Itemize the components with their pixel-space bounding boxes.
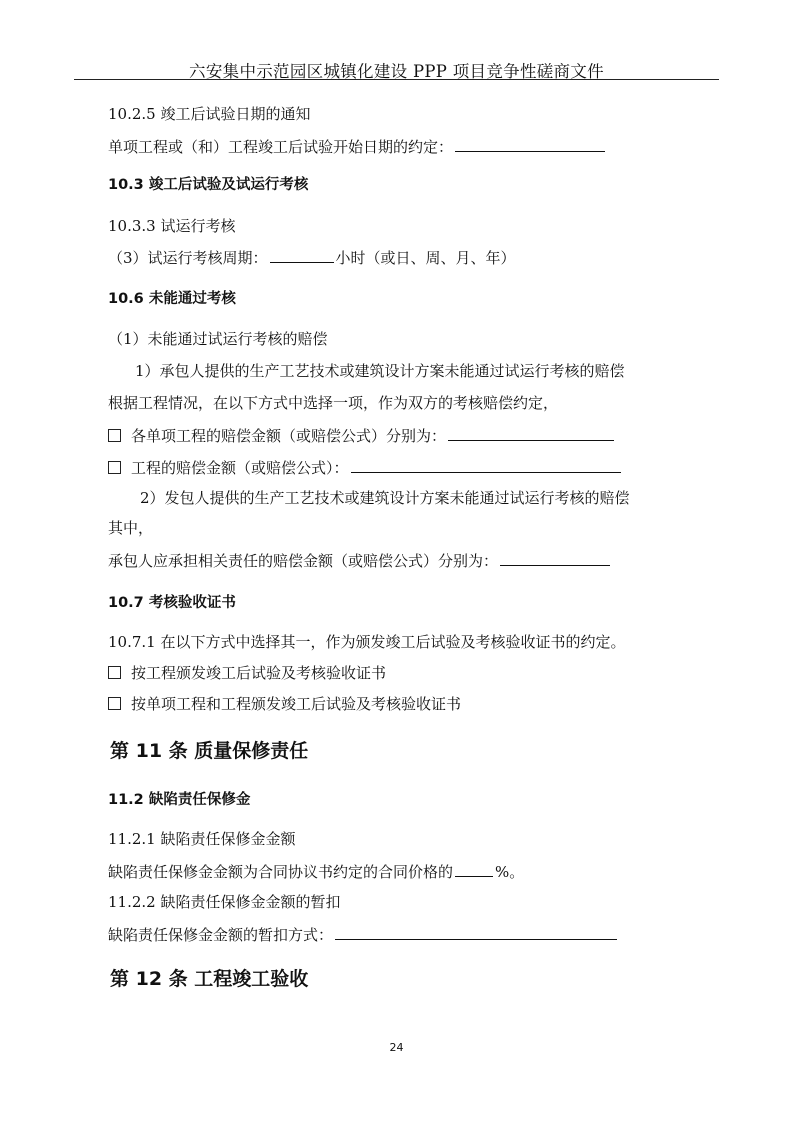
option-project-checkbox[interactable] [108, 461, 121, 474]
clause-11-2-1-title: 11.2.1 缺陷责任保修金金额 [108, 830, 296, 848]
section-10-7-heading: 10.7 考核验收证书 [108, 595, 236, 611]
option-project-label: 工程的赔偿金额（或赔偿公式）： [131, 459, 349, 477]
single-project-compensation-field[interactable] [448, 425, 614, 441]
clause-11-2-2-title: 11.2.2 缺陷责任保修金金额的暂扣 [108, 893, 341, 911]
section-10-3-heading: 10.3 竣工后试验及试运行考核 [108, 177, 309, 193]
clause-10-2-5-title: 10.2.5 竣工后试验日期的通知 [108, 105, 311, 123]
option-single-project-label: 各单项工程的赔偿金额（或赔偿公式）分别为： [131, 427, 447, 445]
option-single-project-certificate [108, 694, 461, 714]
option-single-project-certificate-checkbox[interactable] [108, 697, 121, 710]
article-11-heading: 第 11 条 质量保修责任 [110, 740, 309, 762]
retention-amount-label: 缺陷责任保修金金额为合同协议书约定的合同价格的 [108, 863, 454, 881]
clause-10-3-3-item-3 [108, 247, 516, 268]
option-project-certificate-label: 按工程颁发竣工后试验及考核验收证书 [131, 664, 387, 682]
retention-withholding-label: 缺陷责任保修金金额的暂扣方式： [108, 926, 334, 944]
clause-10-7-1-text: 10.7.1 在以下方式中选择其一，作为颁发竣工后试验及考核验收证书的约定。 [108, 633, 626, 651]
option-project-certificate [108, 663, 386, 683]
contractor-compensation-line [108, 550, 612, 571]
option-project-certificate-checkbox[interactable] [108, 666, 121, 679]
clause-10-6-sub-1-text: 根据工程情况，在以下方式中选择一项，作为双方的考核赔偿约定， [108, 394, 559, 412]
trial-period-label: （3）试运行考核周期： [108, 249, 268, 267]
test-start-date-field[interactable] [455, 136, 605, 152]
clause-10-6-item-1: （1）未能通过试运行考核的赔偿 [108, 330, 328, 348]
header-rule [74, 79, 719, 80]
trial-period-field[interactable] [270, 247, 334, 263]
clause-10-2-5-label: 单项工程或（和）工程竣工后试验开始日期的约定： [108, 138, 454, 156]
clause-10-6-sub-2: 2）发包人提供的生产工艺技术或建筑设计方案未能通过试运行考核的赔偿 [140, 489, 630, 507]
clause-10-3-3-title: 10.3.3 试运行考核 [108, 217, 236, 235]
option-project-compensation [108, 457, 623, 478]
retention-amount-line [108, 861, 524, 882]
section-10-6-heading: 10.6 未能通过考核 [108, 291, 236, 307]
section-11-2-heading: 11.2 缺陷责任保修金 [108, 792, 251, 808]
clause-10-6-sub-1: 1）承包人提供的生产工艺技术或建筑设计方案未能通过试运行考核的赔偿 [135, 362, 625, 380]
contractor-compensation-label: 承包人应承担相关责任的赔偿金额（或赔偿公式）分别为： [108, 552, 499, 570]
trial-period-unit: 小时（或日、周、月、年） [335, 249, 516, 267]
option-single-project-certificate-label: 按单项工程和工程颁发竣工后试验及考核验收证书 [131, 695, 462, 713]
option-single-project-compensation [108, 425, 616, 446]
retention-percent-unit: %。 [495, 863, 525, 881]
retention-withholding-field[interactable] [335, 924, 617, 940]
clause-10-2-5-text [108, 136, 607, 157]
retention-withholding-line [108, 924, 619, 945]
contractor-compensation-field[interactable] [500, 550, 610, 566]
clause-10-6-sub-2-text: 其中， [108, 519, 154, 537]
document-header-title: 六安集中示范园区城镇化建设 PPP 项目竞争性磋商文件 [189, 62, 604, 81]
retention-percent-field[interactable] [455, 861, 493, 877]
page-number: 24 [389, 1041, 404, 1054]
option-single-project-checkbox[interactable] [108, 429, 121, 442]
project-compensation-field[interactable] [351, 457, 621, 473]
article-12-heading: 第 12 条 工程竣工验收 [110, 968, 309, 990]
